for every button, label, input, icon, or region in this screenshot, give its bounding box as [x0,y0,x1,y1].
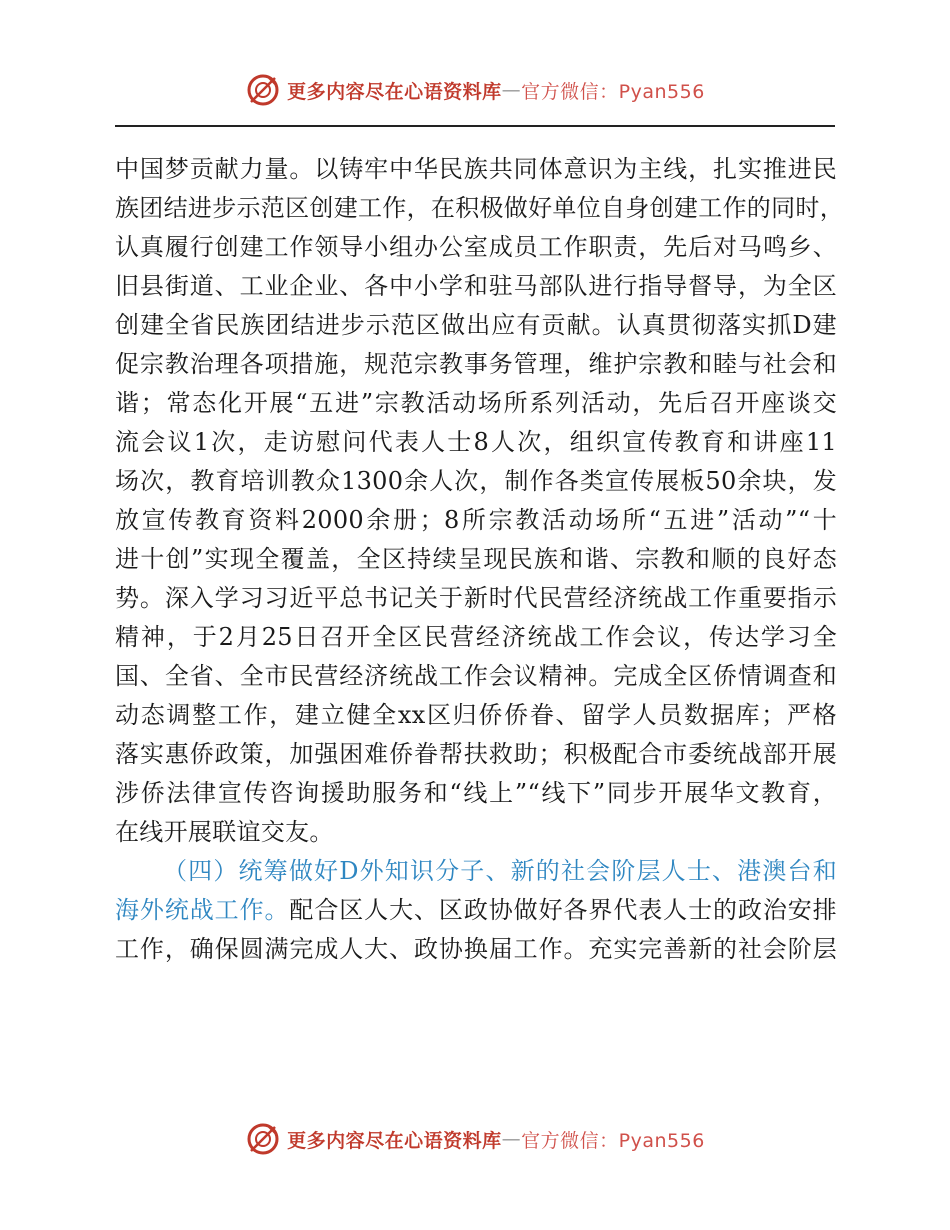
body-line: 谐；常态化开展“五进”宗教活动场所系列活动，先后召开座谈交 [115,389,837,417]
watermark-separator: — [501,1128,522,1150]
body-line: 国、全省、全市民营经济统战工作会议精神。完成全区侨情调查和 [115,662,837,690]
body-line: 落实惠侨政策，加强困难侨眷帮扶救助；积极配合市委统战部开展 [115,740,837,768]
section-heading-end: 海外统战工作。 [115,896,290,924]
section-body-line [115,891,837,930]
body-line: 涉侨法律宣传咨询援助服务和“线上”“线下”同步开展华文教育， [115,779,837,807]
body-line: 认真履行创建工作领导小组办公室成员工作职责，先后对马鸣乡、 [115,233,837,261]
watermark-separator: — [501,79,522,101]
body-line: 在线开展联谊交友。 [115,818,334,846]
body-line: 放宣传教育资料2000余册；8所宗教活动场所“五进”活动”“十 [115,506,837,534]
watermark-brand: 更多内容尽在心语资料库 [287,1129,502,1152]
watermark-suffix: 官方微信：Pyan556 [521,1129,705,1152]
footer-watermark [0,1119,950,1159]
body-line: 流会议1次，走访慰问代表人士8人次，组织宣传教育和讲座11 [115,428,837,456]
document-body [115,150,844,969]
body-line: 动态调整工作，建立健全xx区归侨侨眷、留学人员数据库；严格 [115,701,837,729]
header-watermark [0,70,950,110]
body-line: 进十创”实现全覆盖，全区持续呈现民族和谐、宗教和顺的良好态 [115,545,837,573]
brand-logo-icon [245,1121,281,1157]
body-line: 促宗教治理各项措施，规范宗教事务管理，维护宗教和睦与社会和 [115,350,837,378]
watermark-brand: 更多内容尽在心语资料库 [287,80,502,103]
body-line: 中国梦贡献力量。以铸牢中华民族共同体意识为主线，扎实推进民 [115,155,837,183]
body-line: 势。深入学习习近平总书记关于新时代民营经济统战工作重要指示 [115,584,837,612]
body-line: 场次，教育培训教众1300余人次，制作各类宣传展板50余块，发 [115,467,837,495]
watermark-suffix: 官方微信：Pyan556 [521,80,705,103]
section-text: 配合区人大、区政协做好各界代表人士的政治安排 [289,896,837,924]
section-heading: （四）统筹做好D外知识分子、新的社会阶层人士、港澳台和 [163,857,837,885]
section-body-line: 工作，确保圆满完成人大、政协换届工作。充实完善新的社会阶层 [115,935,837,963]
body-line: 精神，于2月25日召开全区民营经济统战工作会议，传达学习全 [115,623,837,651]
body-line: 族团结进步示范区创建工作，在积极做好单位自身创建工作的同时， [115,194,844,222]
header-divider [115,125,835,127]
body-line: 旧县街道、工业企业、各中小学和驻马部队进行指导督导，为全区 [115,272,837,300]
brand-logo-icon [245,72,281,108]
body-line: 创建全省民族团结进步示范区做出应有贡献。认真贯彻落实抓D建 [115,311,837,339]
